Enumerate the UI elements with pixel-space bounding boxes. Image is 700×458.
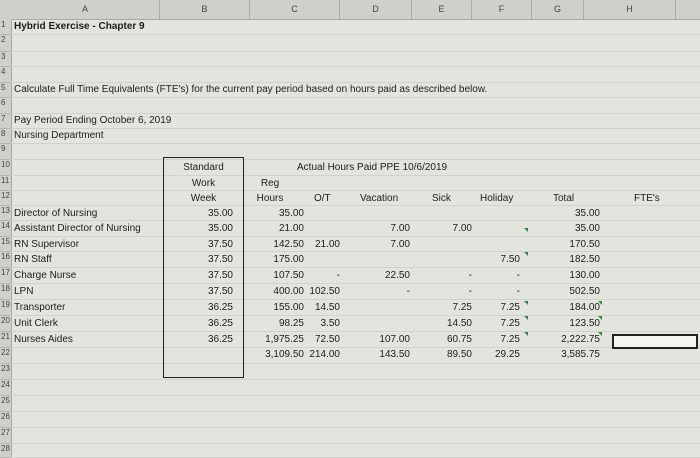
column-header-g[interactable]: G <box>532 0 584 19</box>
total-ot[interactable]: 214.00 <box>309 349 340 360</box>
standard-week[interactable]: 36.25 <box>207 318 233 329</box>
row-header-24[interactable]: 24 <box>0 380 11 396</box>
staff-name[interactable]: Transporter <box>14 302 66 313</box>
total-hours[interactable]: 170.50 <box>569 239 600 250</box>
row-header-10[interactable]: 10 <box>0 160 11 176</box>
row-header-19[interactable]: 19 <box>0 300 11 316</box>
reg-hours[interactable]: 142.50 <box>273 239 304 250</box>
standard-week[interactable]: 37.50 <box>207 239 233 250</box>
vacation-hours[interactable]: 22.50 <box>384 270 410 281</box>
sheet-title[interactable]: Hybrid Exercise - Chapter 9 <box>14 21 145 32</box>
sick-hours[interactable]: 7.00 <box>452 223 472 234</box>
standard-week[interactable]: 36.25 <box>207 302 233 313</box>
row-header-1[interactable]: 1 <box>0 20 11 35</box>
row-header-5[interactable]: 5 <box>0 83 11 98</box>
staff-name[interactable]: Charge Nurse <box>14 270 77 281</box>
row-header-3[interactable]: 3 <box>0 52 11 67</box>
reg-hours[interactable]: 21.00 <box>278 223 304 234</box>
sick-hours[interactable]: 14.50 <box>446 318 472 329</box>
header-sick[interactable]: Sick <box>432 193 451 204</box>
standard-week[interactable]: 35.00 <box>207 208 233 219</box>
ot-hours[interactable]: 21.00 <box>314 239 340 250</box>
selected-cell-fte[interactable] <box>612 334 698 349</box>
total-hours[interactable]: 123.50 <box>569 318 600 329</box>
header-hours[interactable]: Hours <box>256 193 284 204</box>
header-ot[interactable]: O/T <box>314 193 331 204</box>
total-hours[interactable]: 182.50 <box>569 254 600 265</box>
row-header-6[interactable]: 6 <box>0 98 11 114</box>
error-indicator-icon <box>524 332 528 336</box>
total-total[interactable]: 3,585.75 <box>561 349 600 360</box>
total-holiday[interactable]: 29.25 <box>494 349 520 360</box>
column-header-e[interactable]: E <box>412 0 472 19</box>
header-reg[interactable]: Reg <box>260 178 280 189</box>
row-header-15[interactable]: 15 <box>0 237 11 252</box>
reg-hours[interactable]: 400.00 <box>273 286 304 297</box>
error-indicator-icon <box>524 252 528 256</box>
ot-hours[interactable]: - <box>336 270 340 281</box>
staff-name[interactable]: Unit Clerk <box>14 318 58 329</box>
holiday-hours[interactable]: - <box>516 270 520 281</box>
holiday-hours[interactable]: 7.25 <box>500 334 520 345</box>
staff-name[interactable]: RN Supervisor <box>14 239 80 250</box>
column-header-h[interactable]: H <box>584 0 676 19</box>
vacation-hours[interactable]: - <box>406 286 410 297</box>
row-header-28[interactable]: 28 <box>0 444 11 458</box>
reg-hours[interactable]: 155.00 <box>273 302 304 313</box>
row-header-18[interactable]: 18 <box>0 284 11 300</box>
instruction-text[interactable]: Calculate Full Time Equivalents (FTE's) for the current pay period based on hours paid as described below. <box>14 84 488 95</box>
column-header-bar <box>0 0 700 20</box>
department-label[interactable]: Nursing Department <box>14 130 104 141</box>
error-indicator-icon <box>524 316 528 320</box>
row-header-27[interactable]: 27 <box>0 428 11 444</box>
row-header-13[interactable]: 13 <box>0 206 11 221</box>
holiday-hours[interactable]: 7.25 <box>500 302 520 313</box>
standard-week[interactable]: 37.50 <box>207 270 233 281</box>
row-header-bar <box>0 19 12 458</box>
row-header-12[interactable]: 12 <box>0 191 11 206</box>
ot-hours[interactable]: 3.50 <box>320 318 340 329</box>
column-header-c[interactable]: C <box>250 0 340 19</box>
header-holiday[interactable]: Holiday <box>480 193 514 204</box>
total-hours[interactable]: 130.00 <box>569 270 600 281</box>
standard-week[interactable]: 37.50 <box>207 254 233 265</box>
sick-hours[interactable]: - <box>468 286 472 297</box>
standard-week-border <box>163 157 244 378</box>
row-header-7[interactable]: 7 <box>0 114 11 129</box>
header-vacation[interactable]: Vacation <box>360 193 399 204</box>
reg-hours[interactable]: 98.25 <box>278 318 304 329</box>
staff-name[interactable]: Nurses Aides <box>14 334 73 345</box>
total-hours[interactable]: 502.50 <box>569 286 600 297</box>
reg-hours[interactable]: 1,975.25 <box>265 334 304 345</box>
column-header-f[interactable]: F <box>472 0 532 19</box>
sick-hours[interactable]: 60.75 <box>446 334 472 345</box>
standard-week[interactable]: 37.50 <box>207 286 233 297</box>
reg-hours[interactable]: 107.50 <box>273 270 304 281</box>
header-actual-hours[interactable]: Actual Hours Paid PPE 10/6/2019 <box>297 162 448 173</box>
row-header-2[interactable]: 2 <box>0 35 11 52</box>
column-header-a[interactable]: A <box>11 0 160 19</box>
total-hours[interactable]: 184.00 <box>569 302 600 313</box>
row-header-21[interactable]: 21 <box>0 332 11 348</box>
header-week[interactable]: Week <box>190 193 217 204</box>
vacation-hours[interactable]: 107.00 <box>379 334 410 345</box>
total-hours[interactable]: 35.00 <box>574 208 600 219</box>
vacation-hours[interactable]: 7.00 <box>390 223 410 234</box>
row-header-26[interactable]: 26 <box>0 412 11 428</box>
ot-hours[interactable]: 14.50 <box>314 302 340 313</box>
row-header-8[interactable]: 8 <box>0 129 11 144</box>
column-header-d[interactable]: D <box>340 0 412 19</box>
row-header-14[interactable]: 14 <box>0 221 11 237</box>
row-header-20[interactable]: 20 <box>0 316 11 332</box>
error-indicator-icon <box>598 301 602 305</box>
total-vacation[interactable]: 143.50 <box>379 349 410 360</box>
row-header-17[interactable]: 17 <box>0 268 11 284</box>
error-indicator-icon <box>524 228 528 232</box>
error-indicator-icon <box>598 316 602 320</box>
staff-name[interactable]: Director of Nursing <box>14 208 98 219</box>
total-hours[interactable]: 35.00 <box>574 223 600 234</box>
staff-name[interactable]: Assistant Director of Nursing <box>14 223 141 234</box>
standard-week[interactable]: 36.25 <box>207 334 233 345</box>
vacation-hours[interactable]: 7.00 <box>390 239 410 250</box>
reg-hours[interactable]: 175.00 <box>273 254 304 265</box>
header-work[interactable]: Work <box>191 178 216 189</box>
row-header-25[interactable]: 25 <box>0 396 11 412</box>
row-header-11[interactable]: 11 <box>0 176 11 191</box>
row-header-9[interactable]: 9 <box>0 144 11 160</box>
column-header-b[interactable]: B <box>160 0 250 19</box>
row-header-4[interactable]: 4 <box>0 67 11 83</box>
row-header-23[interactable]: 23 <box>0 364 11 380</box>
reg-hours[interactable]: 35.00 <box>278 208 304 219</box>
total-sick[interactable]: 89.50 <box>446 349 472 360</box>
pay-period-label[interactable]: Pay Period Ending October 6, 2019 <box>14 115 172 126</box>
header-ftes[interactable]: FTE's <box>634 193 660 204</box>
ot-hours[interactable]: 102.50 <box>309 286 340 297</box>
total-hours[interactable]: 2,222.75 <box>561 334 600 345</box>
error-indicator-icon <box>598 332 602 336</box>
holiday-hours[interactable]: 7.25 <box>500 318 520 329</box>
holiday-hours[interactable]: - <box>516 286 520 297</box>
sick-hours[interactable]: - <box>468 270 472 281</box>
total-reg[interactable]: 3,109.50 <box>265 349 304 360</box>
header-total[interactable]: Total <box>553 193 575 204</box>
row-header-22[interactable]: 22 <box>0 348 11 364</box>
standard-week[interactable]: 35.00 <box>207 223 233 234</box>
ot-hours[interactable]: 72.50 <box>314 334 340 345</box>
staff-name[interactable]: RN Staff <box>14 254 52 265</box>
sick-hours[interactable]: 7.25 <box>452 302 472 313</box>
header-standard[interactable]: Standard <box>183 162 224 173</box>
holiday-hours[interactable]: 7.50 <box>500 254 520 265</box>
staff-name[interactable]: LPN <box>14 286 34 297</box>
row-header-16[interactable]: 16 <box>0 252 11 268</box>
error-indicator-icon <box>524 301 528 305</box>
